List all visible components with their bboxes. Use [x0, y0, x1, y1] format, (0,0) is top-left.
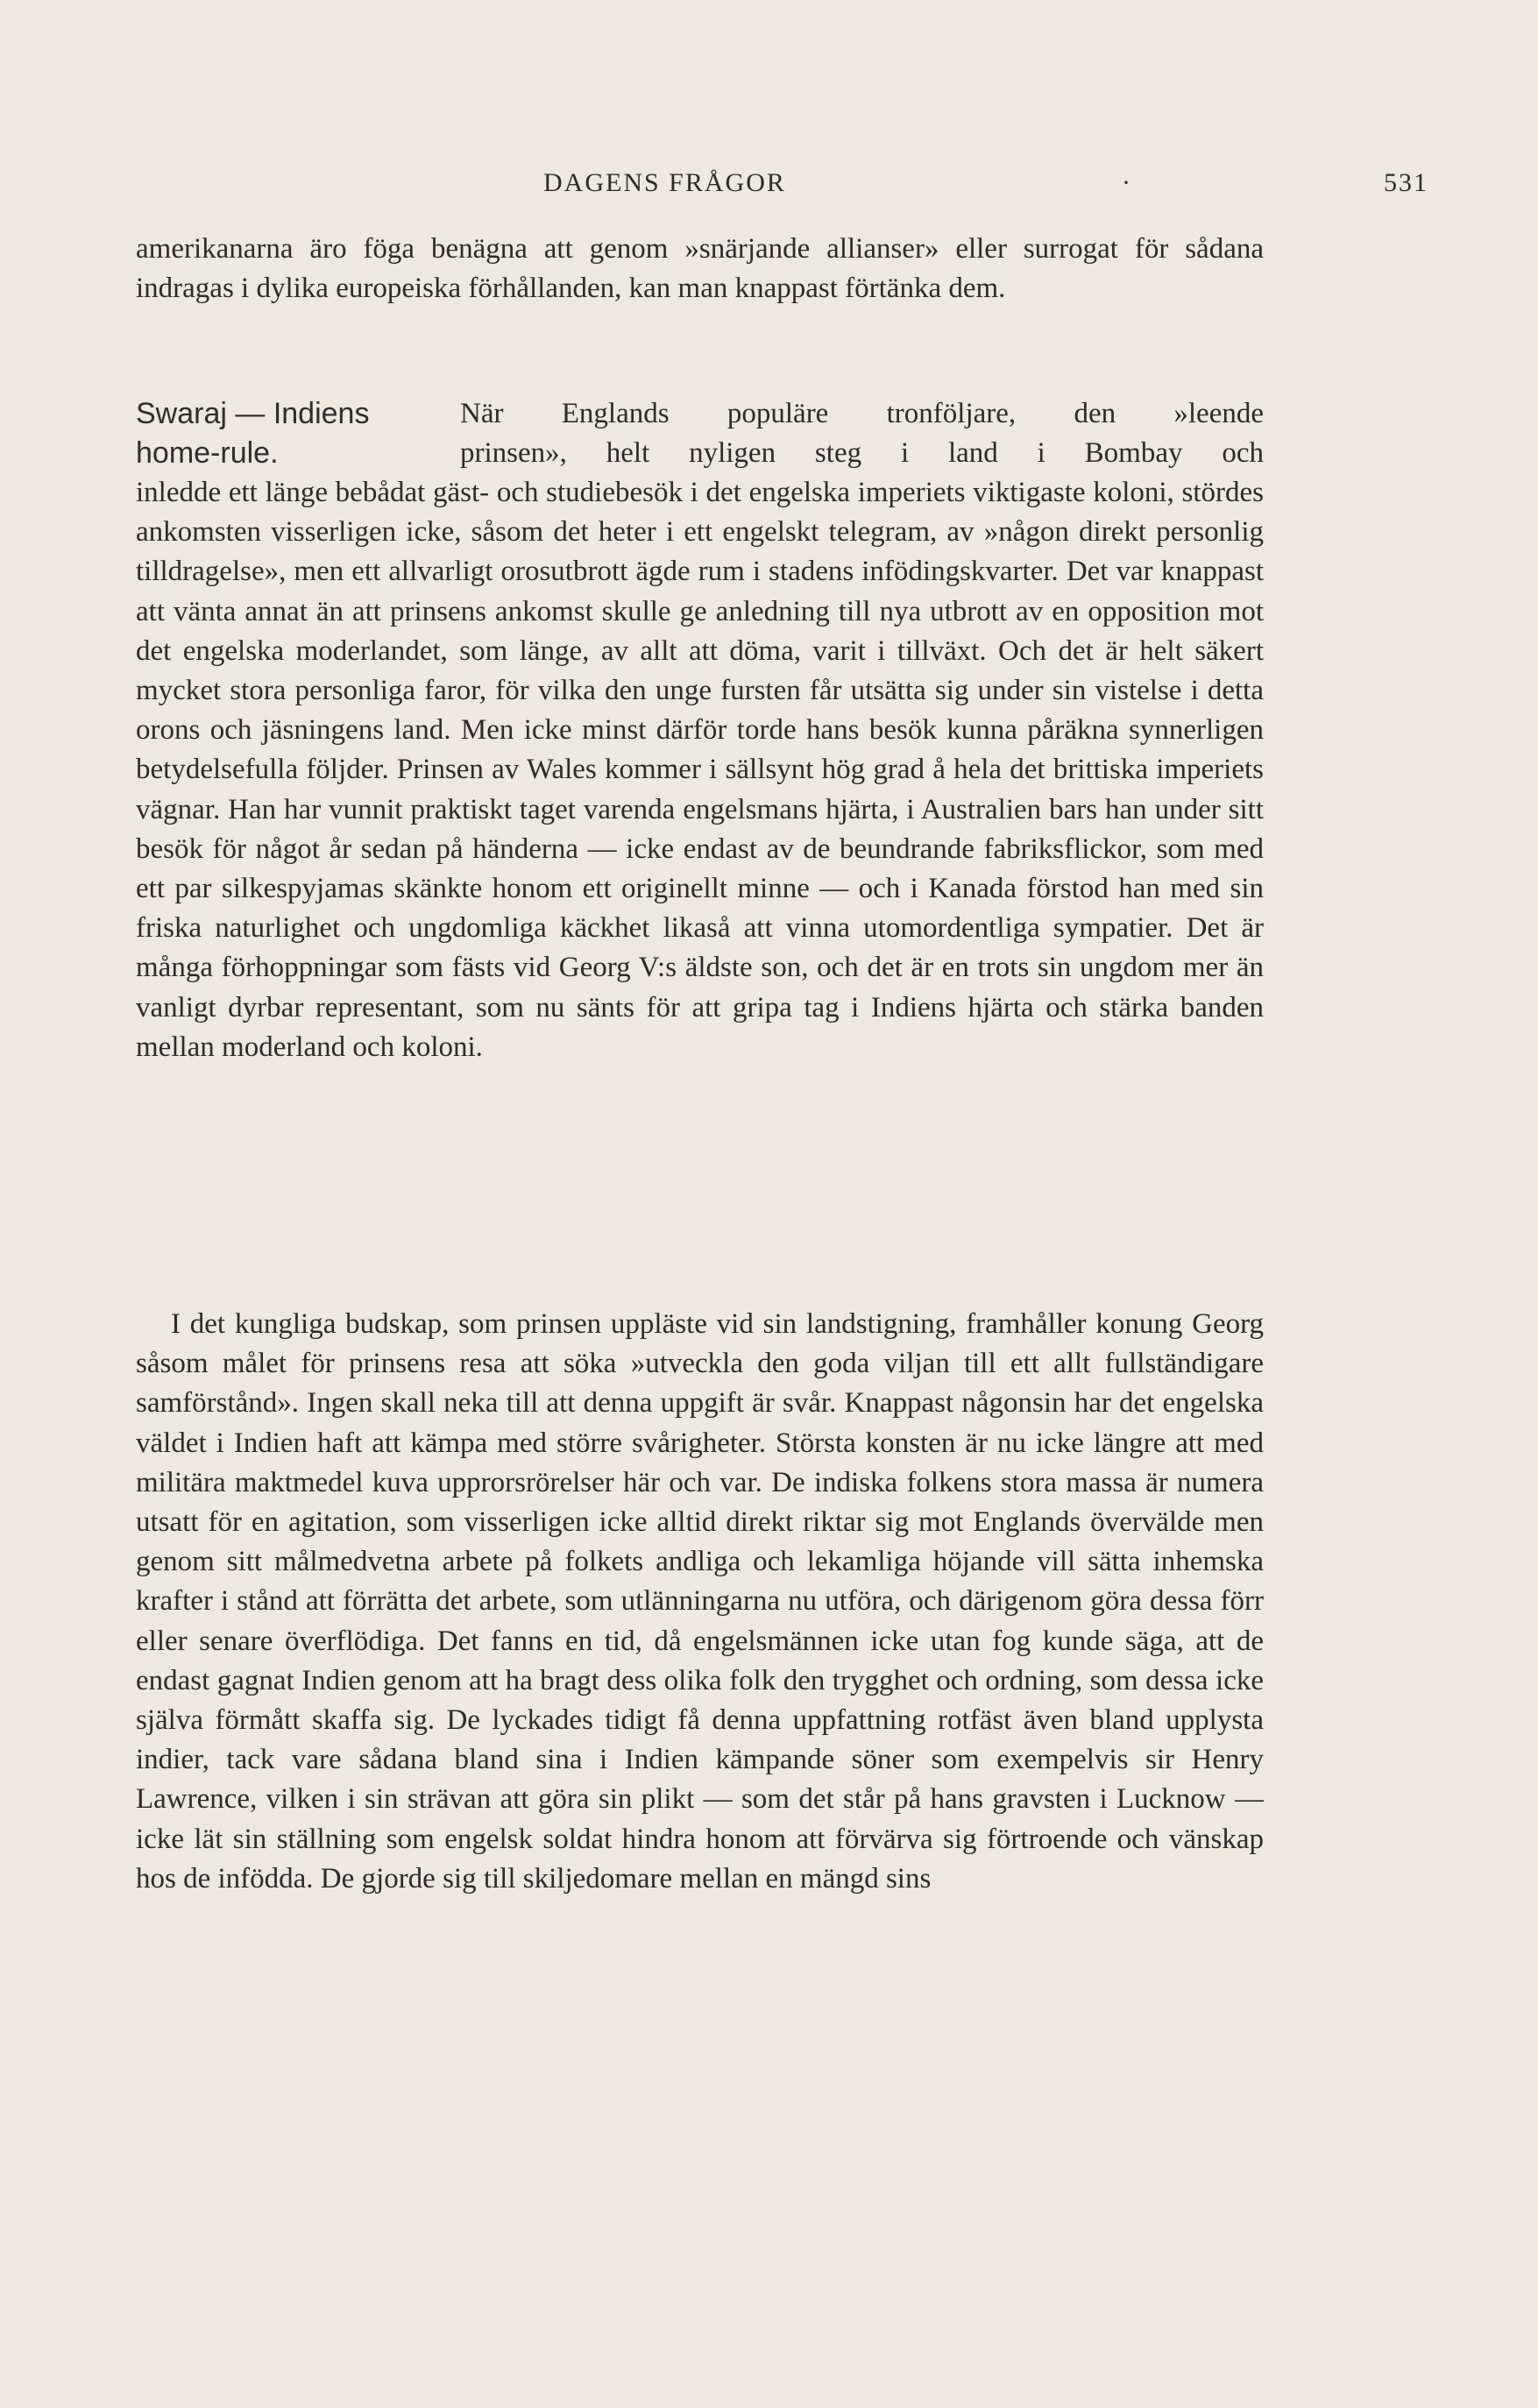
intro-paragraph: amerikanarna äro föga benägna att genom »snärjande allianser» eller surrogat för sådana indragas i dylika europeiska förhållanden, kan man knappast förtänka dem.: [136, 233, 1264, 305]
header-dot: ·: [1122, 168, 1132, 197]
margin-note: [136, 394, 434, 473]
running-header: [543, 168, 1428, 203]
section-lead-line1: När Englands populäre tronföljare, den »leende: [460, 398, 1264, 429]
page-number: 531: [1384, 168, 1428, 197]
margin-note-line1: Swaraj — Indiens: [136, 397, 370, 430]
margin-note-line2: home-rule.: [136, 436, 279, 470]
second-paragraph: I det kungliga budskap, som prinsen uppläste vid sin landstigning, framhåller konung Georg såsom målet för prinsens resa att söka »utveckla den goda viljan till ett allt fullständigare samförstånd». Ingen skall neka till att denna uppgift är svår. Knappast någonsin har det engelska väldet i Indien haft att kämpa med större svårigheter. Största konsten är nu icke längre att med militära maktmedel kuva upprorsrörelser här och var. De indiska folkens stora massa är numera utsatt för en agitation, som visserligen icke alltid direkt riktar sig mot Englands övervälde men genom sitt målmedvetna arbete på folkets andliga och lekamliga höjande vill sätta inhemska krafter i stånd att förrätta det arbete, som utlänningarna nu utföra, och därigenom göra dessa förr eller senare överflödiga. Det fanns en tid, då engelsmännen icke utan fog kunde säga, att de endast gagnat Indien genom att ha bragt dess olika folk den trygghet och ordning, som dessa icke själva förmått skaffa sig. De lyckades tidigt få denna uppfattning rotfäst även bland upplysta indier, tack vare sådana bland sina i Indien kämpande söner som exempelvis sir Henry Lawrence, vilken i sin strävan att göra sin plikt — som det står på hans gravsten i Lucknow — icke lät sin ställning som engelsk soldat hindra honom att förvärva sig förtroende och vänskap hos de infödda. De gjorde sig till skiljedomare mellan en mängd sins: [136, 1308, 1264, 1895]
main-paragraph: inledde ett länge bebådat gäst- och studiebesök i det engelska imperiets viktigaste koloni, stördes ankomsten visserligen icke, såsom det heter i ett engelskt telegram, av »någon direkt personlig tilldragelse», men ett allvarligt orosutbrott ägde rum i stadens infödingskvarter. Det var knappast att vänta annat än att prinsens ankomst skulle ge anledning till nya utbrott av en opposition mot det engelska moderlandet, som länge, av allt att döma, varit i tillväxt. Och det är helt säkert mycket stora personliga faror, för vilka den unge fursten får utsätta sig under sin vistelse i detta orons och jäsningens land. Men icke minst därför torde hans besök kunna påräkna synnerligen betydelsefulla följder. Prinsen av Wales kommer i sällsynt hög grad å hela det brittiska imperiets vägnar. Han har vunnit praktiskt taget varenda engelsmans hjärta, i Australien bars han under sitt besök för något år sedan på händerna — icke endast av de beundrande fabriksflickor, som med ett par silkespyjamas skänkte honom ett originellt minne — och i Kanada förstod han med sin friska naturlighet och ungdomliga käckhet likaså att vinna utomordentliga sympatier. Det är många förhoppningar som fästs vid Georg V:s äldste son, och det är en trots sin ungdom mer än vanligt dyrbar representant, som nu sänts för att gripa tag i Indiens hjärta och stärka banden mellan moderland och koloni.: [136, 477, 1264, 1063]
running-title: DAGENS FRÅGOR: [543, 168, 786, 197]
section-lead-line2: prinsen», helt nyligen steg i land i Bombay och: [460, 437, 1264, 469]
main-paragraph-block: [136, 473, 1264, 1067]
intro-paragraph-block: [136, 230, 1264, 308]
second-paragraph-block: [136, 1305, 1264, 1899]
